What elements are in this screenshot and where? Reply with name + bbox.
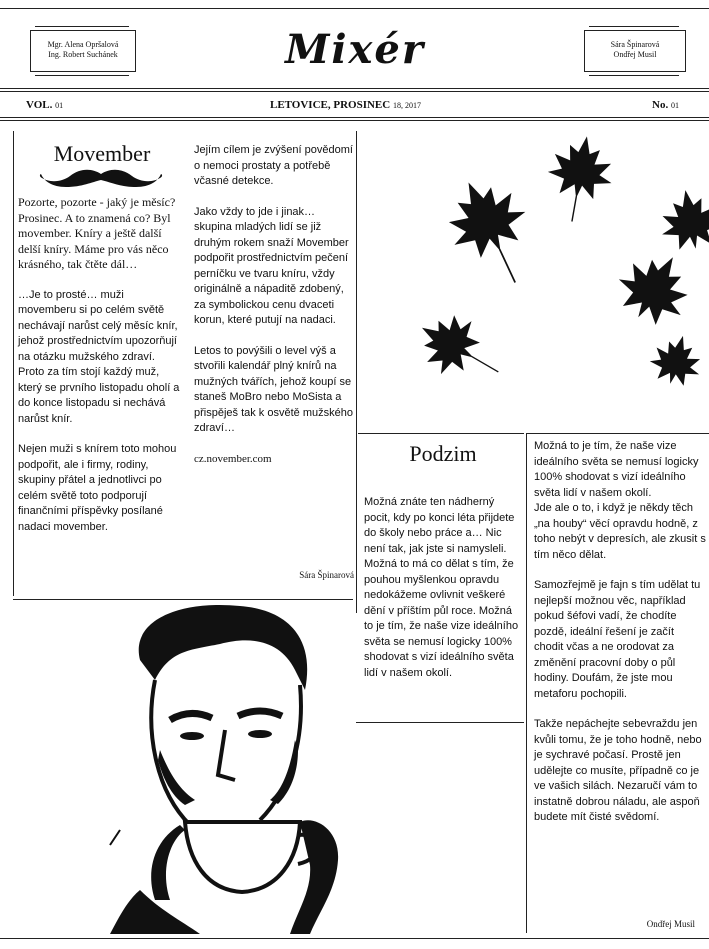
paragraph: Nejen muži s knírem toto mohou podpořit, ale i firmy, rodiny, skupiny přátel a jednotlivci po celém světě toto podporují finančními příspěvky posílané nadaci movember. (18, 443, 177, 533)
meta-rule-2 (0, 120, 709, 121)
masthead-rule-2 (0, 91, 709, 92)
podzim-col-divider (526, 433, 527, 933)
vol-number: 01 (55, 101, 64, 110)
movember-headline: Movember (53, 141, 151, 166)
date-small: 18, 2017 (392, 101, 421, 110)
vol-label: VOL. (26, 99, 53, 111)
editor-name: Ondřej Musil (613, 50, 657, 59)
movember-right-border (356, 131, 357, 613)
no-label: No. (652, 99, 669, 111)
paragraph: …Je to prosté… muži movemberu si po celém světě nechávají narůst celý měsíc knír, jehož prostřednictvím upozorňují na otázku mužského zdraví. Proto za tím stojí každý muž, který se prvního listopadu oholí a do konce listopadu si nechává narůst knír. (18, 288, 180, 425)
paragraph: Možná znáte ten nádherný pocit, kdy po konci léta přijdete do školy nebo práce a… Nic není tak, jak jste si namysleli. Možná to má co dělat s tím, že pouhou myšlenkou opravdu nedokážeme ovlivnit veškeré dění v příštím půl roce. Možná to je tím, že naše vize ideálního světa se nemusí logicky 100% shodovat s vizí ideálního světa lidí v našem okolí. (364, 496, 519, 679)
paragraph: Takže nepáchejte sebevraždu jen kvůli tomu, že je toho hodně, nebo je sychravé počasí. Prostě jen udělejte co musíte, případně co je ve vašich silách. Nezaručí vám to instatně dobrou náladu, ale aspoň budete mít čisté svědomí. (534, 718, 702, 823)
top-rule (0, 8, 709, 9)
paragraph: Jako vždy to jde i jinak… skupina mladých lidí se již druhým rokem snaží Movember podpořit prostřednictvím pečení perníčku ve tvaru kníru, vždy originálně a nápaditě zdobený, za symbolickou cenu dvaceti korun, které putují na nadaci. (194, 205, 349, 326)
masthead-rule-1 (0, 88, 709, 89)
movember-link[interactable]: cz.november.com (194, 452, 272, 465)
movember-column-2 (194, 143, 354, 482)
left-editors (30, 40, 136, 60)
podzim-author: Ondřej Musil (646, 919, 695, 929)
editor-name: Mgr. Alena Opršalová (47, 40, 119, 49)
movember-author: Sára Špinarová (299, 570, 354, 580)
bottom-rule (0, 938, 709, 939)
meta-rule-1 (0, 117, 709, 118)
paragraph: Možná to je tím, že naše vize ideálního světa se nemusí logicky 100% shodovat s vizí ideálního světa lidí v našem okolí. Jde ale o to, i když je někdy těch „na houby“ věcí opravdu hodně, z toho nebýt v depresích, ale zkusit s tím něco dělat. (534, 440, 706, 561)
newspaper-title: Mixér (285, 26, 425, 73)
podzim-column-1 (364, 495, 520, 696)
editor-name: Ing. Robert Suchánek (48, 50, 118, 59)
paragraph: Pozorte, pozorte - jaký je měsíc? Prosinec. A to znamená co? Byl movember. Kníry a ještě další delší kníry. Máme pro vás něco krásného, tak čtěte dál… (18, 195, 176, 271)
issue-number (652, 99, 679, 111)
no-number: 01 (670, 101, 679, 110)
podzim-column-2 (534, 439, 706, 841)
editor-name: Sára Špinarová (610, 40, 660, 49)
paragraph: Letos to povýšili o level výš a stvořili kalendář plný knírů na mužných tvářích, jehož koupí se staneš MoBro nebo MoSista a přispěješ tak k osvětě mužského zdraví… (194, 344, 353, 434)
paragraph: Jejím cílem je zvýšení povědomí o nemoci prostaty a potřebě včasné detekce. (194, 144, 353, 187)
volume (26, 99, 63, 111)
autumn-leaves-illustration (376, 122, 709, 422)
podzim-top-border (358, 433, 524, 434)
city-date: LETOVICE, PROSINEC (270, 99, 391, 111)
movember-left-border (13, 131, 14, 596)
podzim-headline: Podzim (409, 441, 477, 466)
podzim-right-top-border (527, 433, 709, 434)
movember-column-1 (18, 195, 180, 550)
mustache-icon (38, 168, 164, 190)
dateline (270, 99, 421, 111)
podzim-bottom-border (356, 722, 524, 723)
man-with-cup-illustration (100, 600, 360, 934)
right-editors (584, 40, 686, 60)
paragraph: Samozřejmě je fajn s tím udělat tu nejlepší možnou věc, například pokud šéfovi vadí, že chodíte pozdě, ideální řešení je začít chodit včas a ne orodovat za změnění pracovní doby o půl hodiny. Doufám, že jste mou metaforu pochopili. (534, 579, 701, 700)
